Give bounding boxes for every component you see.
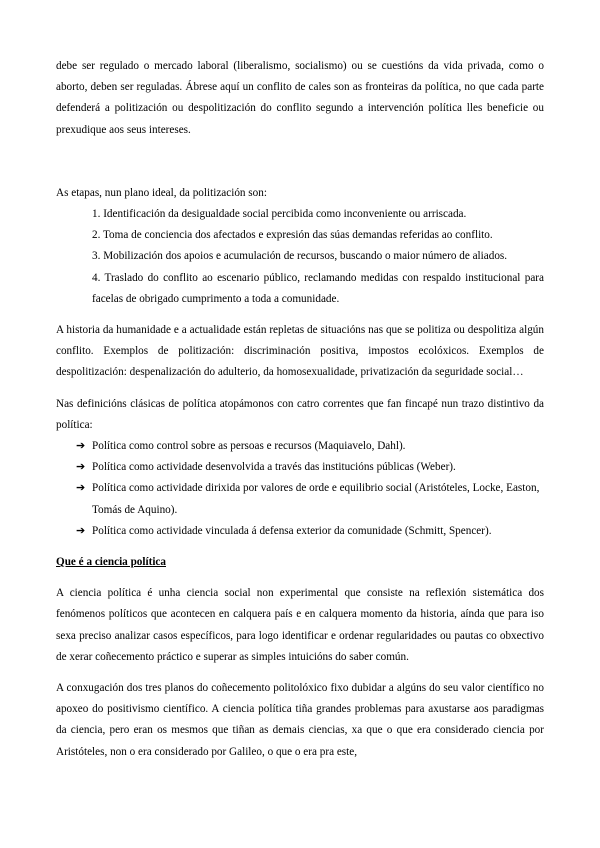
stages-lead: As etapas, nun plano ideal, da politización son: [56,186,267,199]
list-item [76,478,544,520]
definitions-lead: Nas definicións clásicas de política atopámonos con catro correntes que fan fincapé nun trazo distintivo da política: [56,397,544,431]
science-paragraph-1: A ciencia política é unha ciencia social non experimental que consiste na reflexión sistemática dos fenómenos políticos que acontecen en calquera país e en calquera momento da historia, aínda que para iso sexa preciso analizar casos específicos, para logo identificar e ordenar regularidades ou pautas co obxectivo de xerar coñecemento práctico e superar as simples intuicións do saber común. [56,587,544,663]
list-item-text: Política como actividade desenvolvida a través das institucións públicas (Weber). [92,461,456,474]
list-item-text: Política como actividade dirixida por valores de orde e equilibrio social (Aristóteles, Locke, Easton, Tomás de Aquino). [92,482,540,516]
list-item: 2. Toma de conciencia dos afectados e expresión das súas demandas referidas ao conflito. [92,229,493,242]
list-item: 3. Mobilización dos apoios e acumulación de recursos, buscando o maior número de aliados. [92,250,508,263]
list-item-text: Política como control sobre as persoas e recursos (Maquiavelo, Dahl). [92,440,406,453]
list-item: 4. Traslado do conflito ao escenario público, reclamando medidas con respaldo institucional para facelas de obrigado cumprimento a toda a comunidade. [92,271,544,305]
science-paragraph-2: A conxugación dos tres planos do coñecemento politolóxico fixo dubidar a algúns do seu valor científico no apoxeo do positivismo científico. A ciencia política tiña grandes problemas para axustarse aos paradigmas da ciencia, pero eran os mesmos que tiñan as demais ciencias, xa que o que era considerado ciencia por Aristóteles, non o era considerado por Galileo, o que o era pra este, [56,682,544,758]
history-paragraph: A historia da humanidade e a actualidade están repletas de situacións nas que se politiza ou despolitiza algún conflito. Exemplos de politización: discriminación positiva, impostos ecolóxicos. Exemplos de despolitización: despenalización do adulterio, da homosexualidade, privatización da seguridade social… [56,324,544,379]
intro-paragraph: debe ser regulado o mercado laboral (liberalismo, socialismo) ou se cuestións da vida privada, como o aborto, deben ser reguladas. Ábrese aquí un conflito de cales son as fronteiras da política, no que cada parte defenderá a politización ou despolitización do conflito segundo a intervención política lles beneficie ou prexudique aos seus intereses. [56,60,544,136]
arrow-icon: ➔ [76,524,86,537]
list-item: 1. Identificación da desigualdade social percibida como inconveniente ou arriscada. [92,208,467,221]
arrow-icon: ➔ [76,482,86,495]
list-item [76,436,544,457]
list-item-text: Política como actividade vinculada á defensa exterior da comunidade (Schmitt, Spencer). [92,524,492,537]
arrow-icon: ➔ [76,461,86,474]
stages-list [56,204,544,310]
arrow-icon: ➔ [76,440,86,453]
list-item [76,457,544,478]
section-heading: Que é a ciencia política [56,556,166,569]
list-item [76,521,544,542]
definitions-list [56,436,544,542]
